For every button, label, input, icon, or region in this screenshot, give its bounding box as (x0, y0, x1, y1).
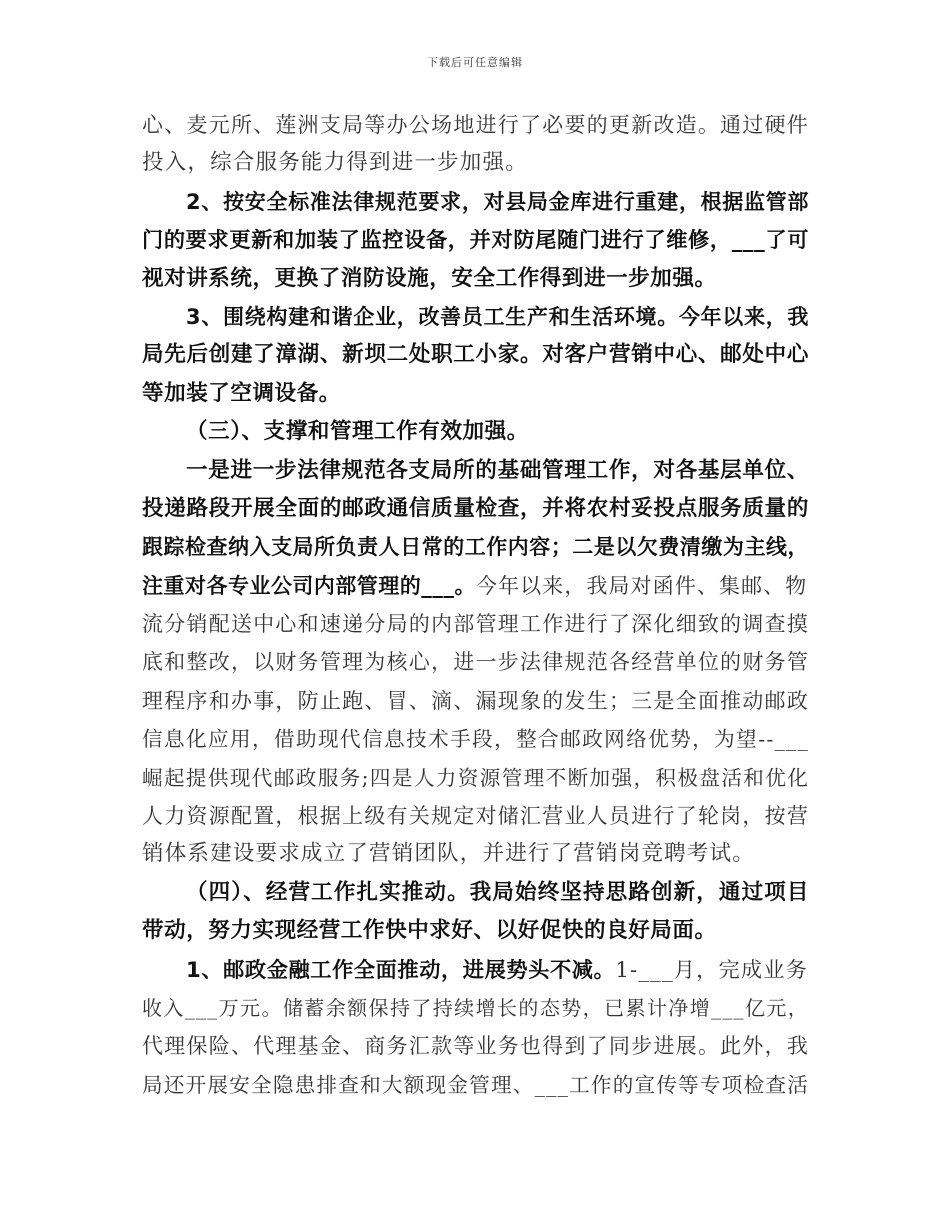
text-line: 人力资源配置，根据上级有关规定对储汇营业人员进行了轮岗，按营 (142, 804, 809, 829)
text-line: 心、麦元所、莲洲支局等办公场地进行了必要的更新改造。通过硬件 (142, 113, 809, 137)
document-body (142, 106, 809, 1104)
text-span-light: 1-___月，完成业务 (615, 956, 809, 982)
text-line-mixed (142, 567, 809, 605)
text-line: 一是进一步法律规范各支局所的基础管理工作，对各基层单位、 (186, 457, 809, 483)
text-line: 收入___万元。储蓄余额保持了持续增长的态势，已累计净增___亿元， (142, 995, 809, 1020)
text-line: 局还开展安全隐患排查和大额现金管理、___工作的宣传等专项检查活 (142, 1072, 809, 1097)
text-line: 投递路段开展全面的邮政通信质量检查，并将农村妥投点服务质量的 (142, 495, 809, 521)
text-line: 门的要求更新和加装了监控设备，并对防尾随门进行了维修，___了可 (142, 227, 809, 253)
text-line: 2、按安全标准法律规范要求，对县局金库进行重建，根据监管部 (186, 189, 809, 214)
section-heading: （四）、经营工作扎实推动。我局始终坚持思路创新，通过项目 (186, 879, 809, 905)
section-heading: （三）、支撑和管理工作有效加强。 (186, 419, 529, 445)
text-line: 等加装了空调设备。 (142, 380, 341, 406)
text-line: 视对讲系统，更换了消防设施，安全工作得到进一步加强。 (142, 265, 717, 291)
page-header: 下载后可任意编辑 (427, 56, 523, 69)
text-span-light: 今年以来，我局对函件、集邮、物 (476, 573, 808, 598)
text-line: 投入，综合服务能力得到进一步加强。 (142, 150, 528, 176)
text-line: 3、围绕构建和谐企业，改善员工生产和生活环境。今年以来，我 (186, 304, 809, 329)
text-line: 局先后创建了漳湖、新坝二处职工小家。对客户营销中心、邮处中心 (142, 342, 809, 368)
text-line: 底和整改，以财务管理为核心，进一步法律规范各经营单位的财务管 (142, 650, 809, 675)
text-line-mixed (142, 951, 809, 989)
text-line: 流分销配送中心和速递分局的内部管理工作进行了深化细致的调查摸 (142, 612, 809, 637)
text-line: 跟踪检查纳入支局所负责人日常的工作内容；二是以欠费清缴为主线， (142, 535, 809, 560)
text-line: 信息化应用，借助现代信息技术手段，整合邮政网络优势，为望--___ (142, 727, 809, 752)
text-line: 崛起提供现代邮政服务;四是人力资源管理不断加强，积极盘活和优化 (142, 765, 809, 790)
text-line: 带动，努力实现经营工作快中求好、以好促快的良好局面。 (142, 918, 717, 944)
text-span-bold: 注重对各专业公司内部管理的___。 (142, 573, 477, 598)
text-span-bold: 1、邮政金融工作全面推动，进展势头不减。 (186, 956, 616, 982)
text-line: 销体系建设要求成立了营销团队，并进行了营销岗竞聘考试。 (142, 841, 755, 867)
text-line: 代理保险、代理基金、商务汇款等业务也得到了同步进展。此外，我 (142, 1034, 809, 1059)
text-line: 理程序和办事，防止跑、冒、滴、漏现象的发生；三是全面推动邮政 (142, 688, 809, 713)
